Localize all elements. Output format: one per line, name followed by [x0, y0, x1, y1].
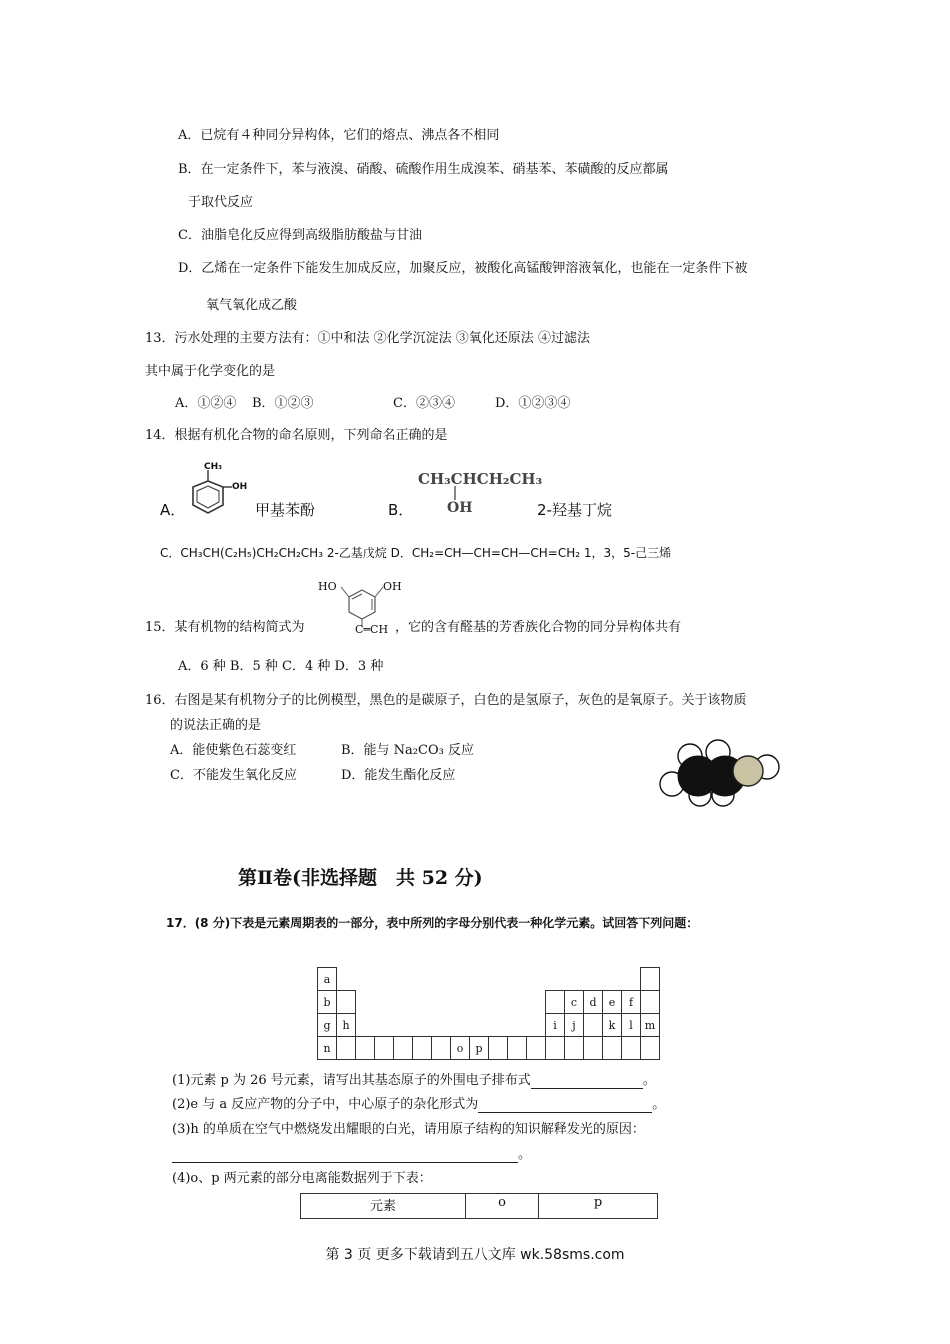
q17-part2 — [172, 1097, 665, 1113]
q13-option-d: D．①②③④ — [495, 396, 571, 411]
cell-h: h — [337, 1014, 356, 1037]
q12-option-c: C．油脂皂化反应得到高级脂肪酸盐与甘油 — [178, 228, 422, 243]
q17-part3-end: 。 — [518, 1147, 532, 1162]
q16-stem: 16．右图是某有机物分子的比例模型，黑色的是碳原子，白色的是氢原子，灰色的是氧原子。关于该物质 — [145, 693, 747, 708]
answer-blank-1[interactable] — [531, 1075, 643, 1089]
section-title: 第Ⅱ卷(非选择题 共 52 分) — [238, 867, 483, 889]
q12-option-d-line1: D．乙烯在一定条件下能发生加成反应，加聚反应，被酸化高锰酸钾溶液氧化，也能在一定条件下被 — [178, 261, 748, 276]
q12-option-d-line2: 氧气氧化成乙酸 — [206, 298, 298, 313]
q15-vinyl: C═CH — [355, 623, 389, 636]
q14-option-a-name: 甲基苯酚 — [255, 501, 316, 519]
q14-b-oh: OH — [447, 500, 473, 516]
page-footer: 第 3 页 更多下载请到五八文库 wk.58sms.com — [325, 1247, 625, 1263]
cell-p: p — [470, 1037, 489, 1060]
q14-a-ch3: CH₃ — [204, 462, 223, 472]
cell-k: k — [603, 1014, 622, 1037]
cell-f: f — [622, 991, 641, 1014]
cell-d: d — [584, 991, 603, 1014]
cell-a: a — [318, 968, 337, 991]
q15-options: A．6 种 B．5 种 C．4 种 D．3 种 — [178, 659, 384, 674]
q15-oh: OH — [383, 580, 402, 593]
q14-b-formula: CH₃CHCH₂CH₃ — [418, 470, 543, 488]
q13-option-c: C．②③④ — [393, 396, 455, 411]
q12-option-a: A．已烷有４种同分异构体，它们的熔点、沸点各不相同 — [178, 128, 500, 143]
q17-stem: 17．(8 分)下表是元素周期表的一部分，表中所列的字母分别代表一种化学元素。试回答下列问题： — [166, 916, 699, 930]
q17-part4: (4)o、p 两元素的部分电离能数据列于下表： — [172, 1171, 432, 1186]
cell-g: g — [318, 1014, 337, 1037]
cell-e: e — [603, 991, 622, 1014]
q15-stem: 15．某有机物的结构简式为 — [145, 620, 305, 635]
cell-b: b — [318, 991, 337, 1014]
cell-c: c — [565, 991, 584, 1014]
q13-stem-2: 其中属于化学变化的是 — [145, 364, 276, 379]
q16-option-c: C．不能发生氧化反应 — [170, 768, 297, 783]
q14-option-a-label: A． — [160, 501, 186, 519]
q16-stem-2: 的说法正确的是 — [170, 718, 262, 733]
q15-ho: HO — [318, 580, 337, 593]
methylphenol-structure — [188, 458, 258, 523]
q13-stem: 13．污水处理的主要方法有：①中和法 ②化学沉淀法 ③氧化还原法 ④过滤法 — [145, 331, 590, 346]
answer-blank-3[interactable] — [172, 1149, 518, 1163]
cell-i: i — [546, 1014, 565, 1037]
answer-blank-2[interactable] — [478, 1099, 652, 1113]
ion-header-p: p — [539, 1194, 658, 1219]
cell-j: j — [565, 1014, 584, 1037]
q14-b-bond — [453, 486, 457, 500]
q16-option-a: A．能使紫色石蕊变红 — [170, 743, 297, 758]
q17-part3: (3)h 的单质在空气中燃烧发出耀眼的白光，请用原子结构的知识解释发光的原因： — [172, 1122, 645, 1137]
q17-part2-end: 。 — [652, 1097, 666, 1112]
ionization-table — [300, 1193, 658, 1219]
q17-part1-end: 。 — [642, 1073, 656, 1088]
q17-part1 — [172, 1073, 656, 1089]
cell-l: l — [622, 1014, 641, 1037]
q14-option-b-label: B． — [388, 501, 414, 519]
cell-n: n — [318, 1037, 337, 1060]
q12-option-b-line2: 于取代反应 — [188, 195, 254, 210]
q13-option-b: B．①②③ — [252, 396, 314, 411]
ion-header-element: 元素 — [301, 1194, 466, 1219]
q14-options-cd: C．CH₃CH(C₂H₅)CH₂CH₂CH₃ 2-乙基戊烷 D．CH₂=CH—CH=CH—CH=CH₂ 1，3，5-己三烯 — [160, 546, 672, 560]
periodic-table-fragment — [317, 967, 660, 1060]
q15-stem-2: ，它的含有醛基的芳香族化合物的同分异构体共有 — [395, 620, 682, 635]
q14-stem: 14．根据有机化合物的命名原则，下列命名正确的是 — [145, 428, 448, 443]
q17-part2-text: (2)e 与 a 反应产物的分子中，中心原子的杂化形式为 — [172, 1097, 479, 1112]
q14-a-oh: OH — [232, 482, 248, 492]
oxygen-atom — [733, 756, 763, 786]
cell-o: o — [451, 1037, 470, 1060]
molecule-model — [655, 738, 785, 808]
q13-option-a: A．①②④ — [175, 396, 237, 411]
ion-header-o: o — [466, 1194, 539, 1219]
cell-m: m — [641, 1014, 660, 1037]
q16-option-d: D．能发生酯化反应 — [341, 768, 456, 783]
q12-option-b-line1: B．在一定条件下，苯与液溴、硝酸、硫酸作用生成溴苯、硝基苯、苯磺酸的反应都属 — [178, 162, 669, 177]
q16-option-b: B．能与 Na₂CO₃ 反应 — [341, 743, 474, 758]
q17-part1-text: (1)元素 p 为 26 号元素，请写出其基态原子的外围电子排布式 — [172, 1073, 531, 1088]
q14-option-b-name: 2-羟基丁烷 — [537, 501, 612, 519]
q17-part3-answer — [172, 1147, 531, 1163]
